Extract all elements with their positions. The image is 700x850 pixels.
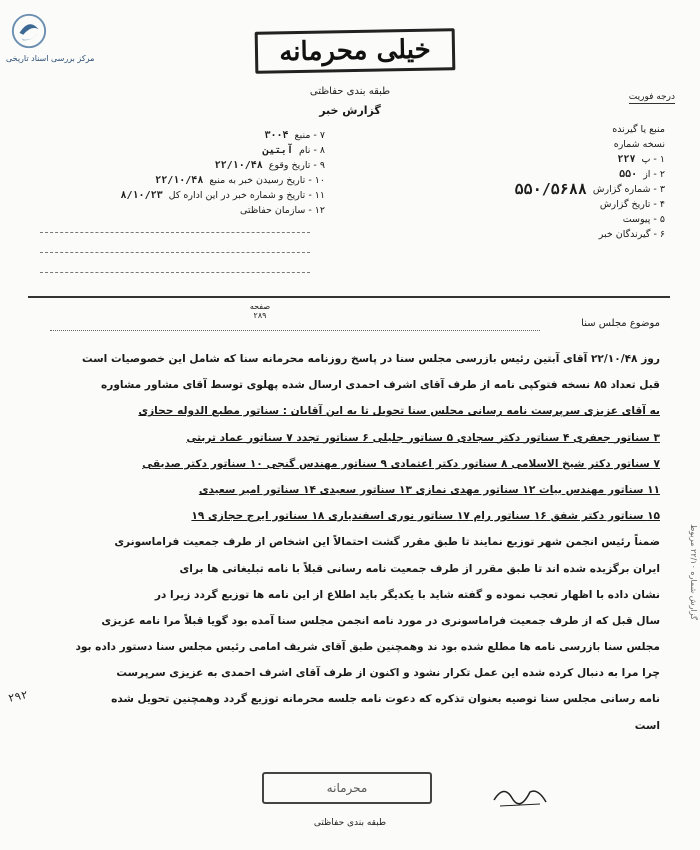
header-divider [28,296,670,298]
margin-number: ۲۹۲ [6,688,30,705]
field-row: ۲ - از ۵۵۰ [619,169,665,180]
blank-line [40,252,310,253]
body-line: ۳ سناتور جعفری ۴ سناتور دکتر سجادی ۵ سناتور جلیلی ۶ سناتور تجدد ۷ سناتور عماد تربتی [186,431,660,444]
field-row: ۱۱ - تاریخ و شماره خبر در این اداره کل ۸/۱۰/۲۳ [120,190,325,201]
body-line: مجلس سنا بازرسی نامه ها مطلع شده بود ند وهمچنین طبق آقای شریف امامی رئیس مجلس سنا دستور داده بود [75,641,660,654]
body-line: سال قبل که از طرف جمعیت فراماسونری در مورد نامه انجمن مجلس سنا آمده بود گویا قبلاً مرا نامه عزیزی [101,614,660,627]
page-number: ۲۸۹ [253,311,267,320]
field-row: ۱۰ - تاریخ رسیدن خبر به منبع ۲۲/۱۰/۴۸ [155,175,325,186]
category-label: طبقه بندی حفاظتی [309,86,391,97]
classification-stamp: خیلی محرمانه [255,28,456,73]
body-line: قبل تعداد ۸۵ نسخه فتوکپی نامه از طرف آقای اشرف احمدی ارسال شده پهلوی توسط آقای مشاور مشاوره [100,379,660,392]
signature-mark [490,780,550,810]
field-row: ۳ - شماره گزارش ۵۵۰/۵۶۸۸ [514,180,665,198]
right-fields [375,122,665,242]
bottom-stamp: محرمانه [262,772,432,804]
urgency-label: درجه فوریت [628,92,675,102]
field-row: ۶ - گیرندگان خبر [598,229,665,240]
field-row: ۸ - نام آبتین [262,145,325,156]
body-line: ۱۵ سناتور دکتر شفق ۱۶ سناتور رام ۱۷ سناتور نوری اسفندیاری ۱۸ سناتور ایرج حجازی ۱۹ [191,510,660,523]
footer-label: طبقه بندی حفاظتی [313,818,387,828]
margin-note: گزارش شماره ۲۲/۱۰ مربوط [689,524,698,620]
body-line: ۷ سناتور دکتر شیخ الاسلامی ۸ سناتور دکتر اعتمادی ۹ سناتور مهندس گنجی ۱۰ سناتور دکتر صدیقی [142,457,660,470]
field-row: ۴ - تاریخ گزارش [599,199,665,210]
field-row: منبع یا گیرنده [612,124,665,135]
archive-logo [4,8,144,68]
left-fields [40,128,325,218]
report-body [50,346,660,739]
blank-line [40,232,310,233]
body-line: ایران برگزیده شده اند تا طبق مقرر از طرف جمعیت نامه رسانی قبلاً با نامه تبلیغاتی ها برای [179,562,660,575]
body-line: ۱۱ سناتور مهندس بیات ۱۲ سناتور مهدی نمازی ۱۳ سناتور سعیدی ۱۴ سناتور امیر سعیدی [198,483,660,496]
body-line: است [634,719,660,732]
body-line: به آقای عزیزی سرپرست نامه رسانی مجلس سنا تحویل تا به این آقایان : سناتور مطیع الدوله حجازی [138,405,660,418]
field-row: نسخه شماره [613,139,665,150]
report-type: گزارش خبر [319,104,381,117]
body-line: چرا مرا به دنبال کرده شده این عمل تکرار نشود و اکنون از طرف آقای اشرف احمدی به عزیزی سرپرست [116,667,660,680]
body-line: نشان داده با اظهار تعجب نموده و گفته شاید با یکدیگر باید اطلاع از این نامه ها توزیع گردد زیرا در [154,588,660,601]
page-label: صفحه ۲۸۹ [249,302,271,320]
blank-line [40,272,310,273]
body-line: روز ۲۲/۱۰/۴۸ آقای آبتین رئیس بازرسی مجلس سنا در پاسخ روزنامه محرمانه سنا که شامل این خصوصیات است [82,353,660,365]
field-row: ۹ - تاریخ وقوع ۲۲/۱۰/۴۸ [214,160,325,171]
archive-logo-icon [10,12,48,50]
subject-underline [50,330,540,331]
field-row: ۵ - پیوست [622,214,665,225]
field-row: ۷ - منبع ۳۰۰۴ [264,130,325,141]
subject-line: موضوع مجلس سنا [581,318,660,329]
field-row: ۱ - پ ۲۲۷ [617,154,665,165]
body-line: ضمناً رئیس انجمن شهر توزیع نمایند تا طبق مقرر گشت احتمالاً این اشخاص از طرف جمعیت فراماسونری [114,536,660,549]
field-row: ۱۲ - سازمان حفاظتی [239,205,325,216]
archive-logo-text: مرکز بررسی اسناد تاریخی [6,54,95,63]
body-line: نامه رسانی مجلس سنا توصیه بعنوان تذکره که دعوت نامه جلسه محرمانه توزیع گردد وهمچنین تحویل شده [111,693,660,706]
